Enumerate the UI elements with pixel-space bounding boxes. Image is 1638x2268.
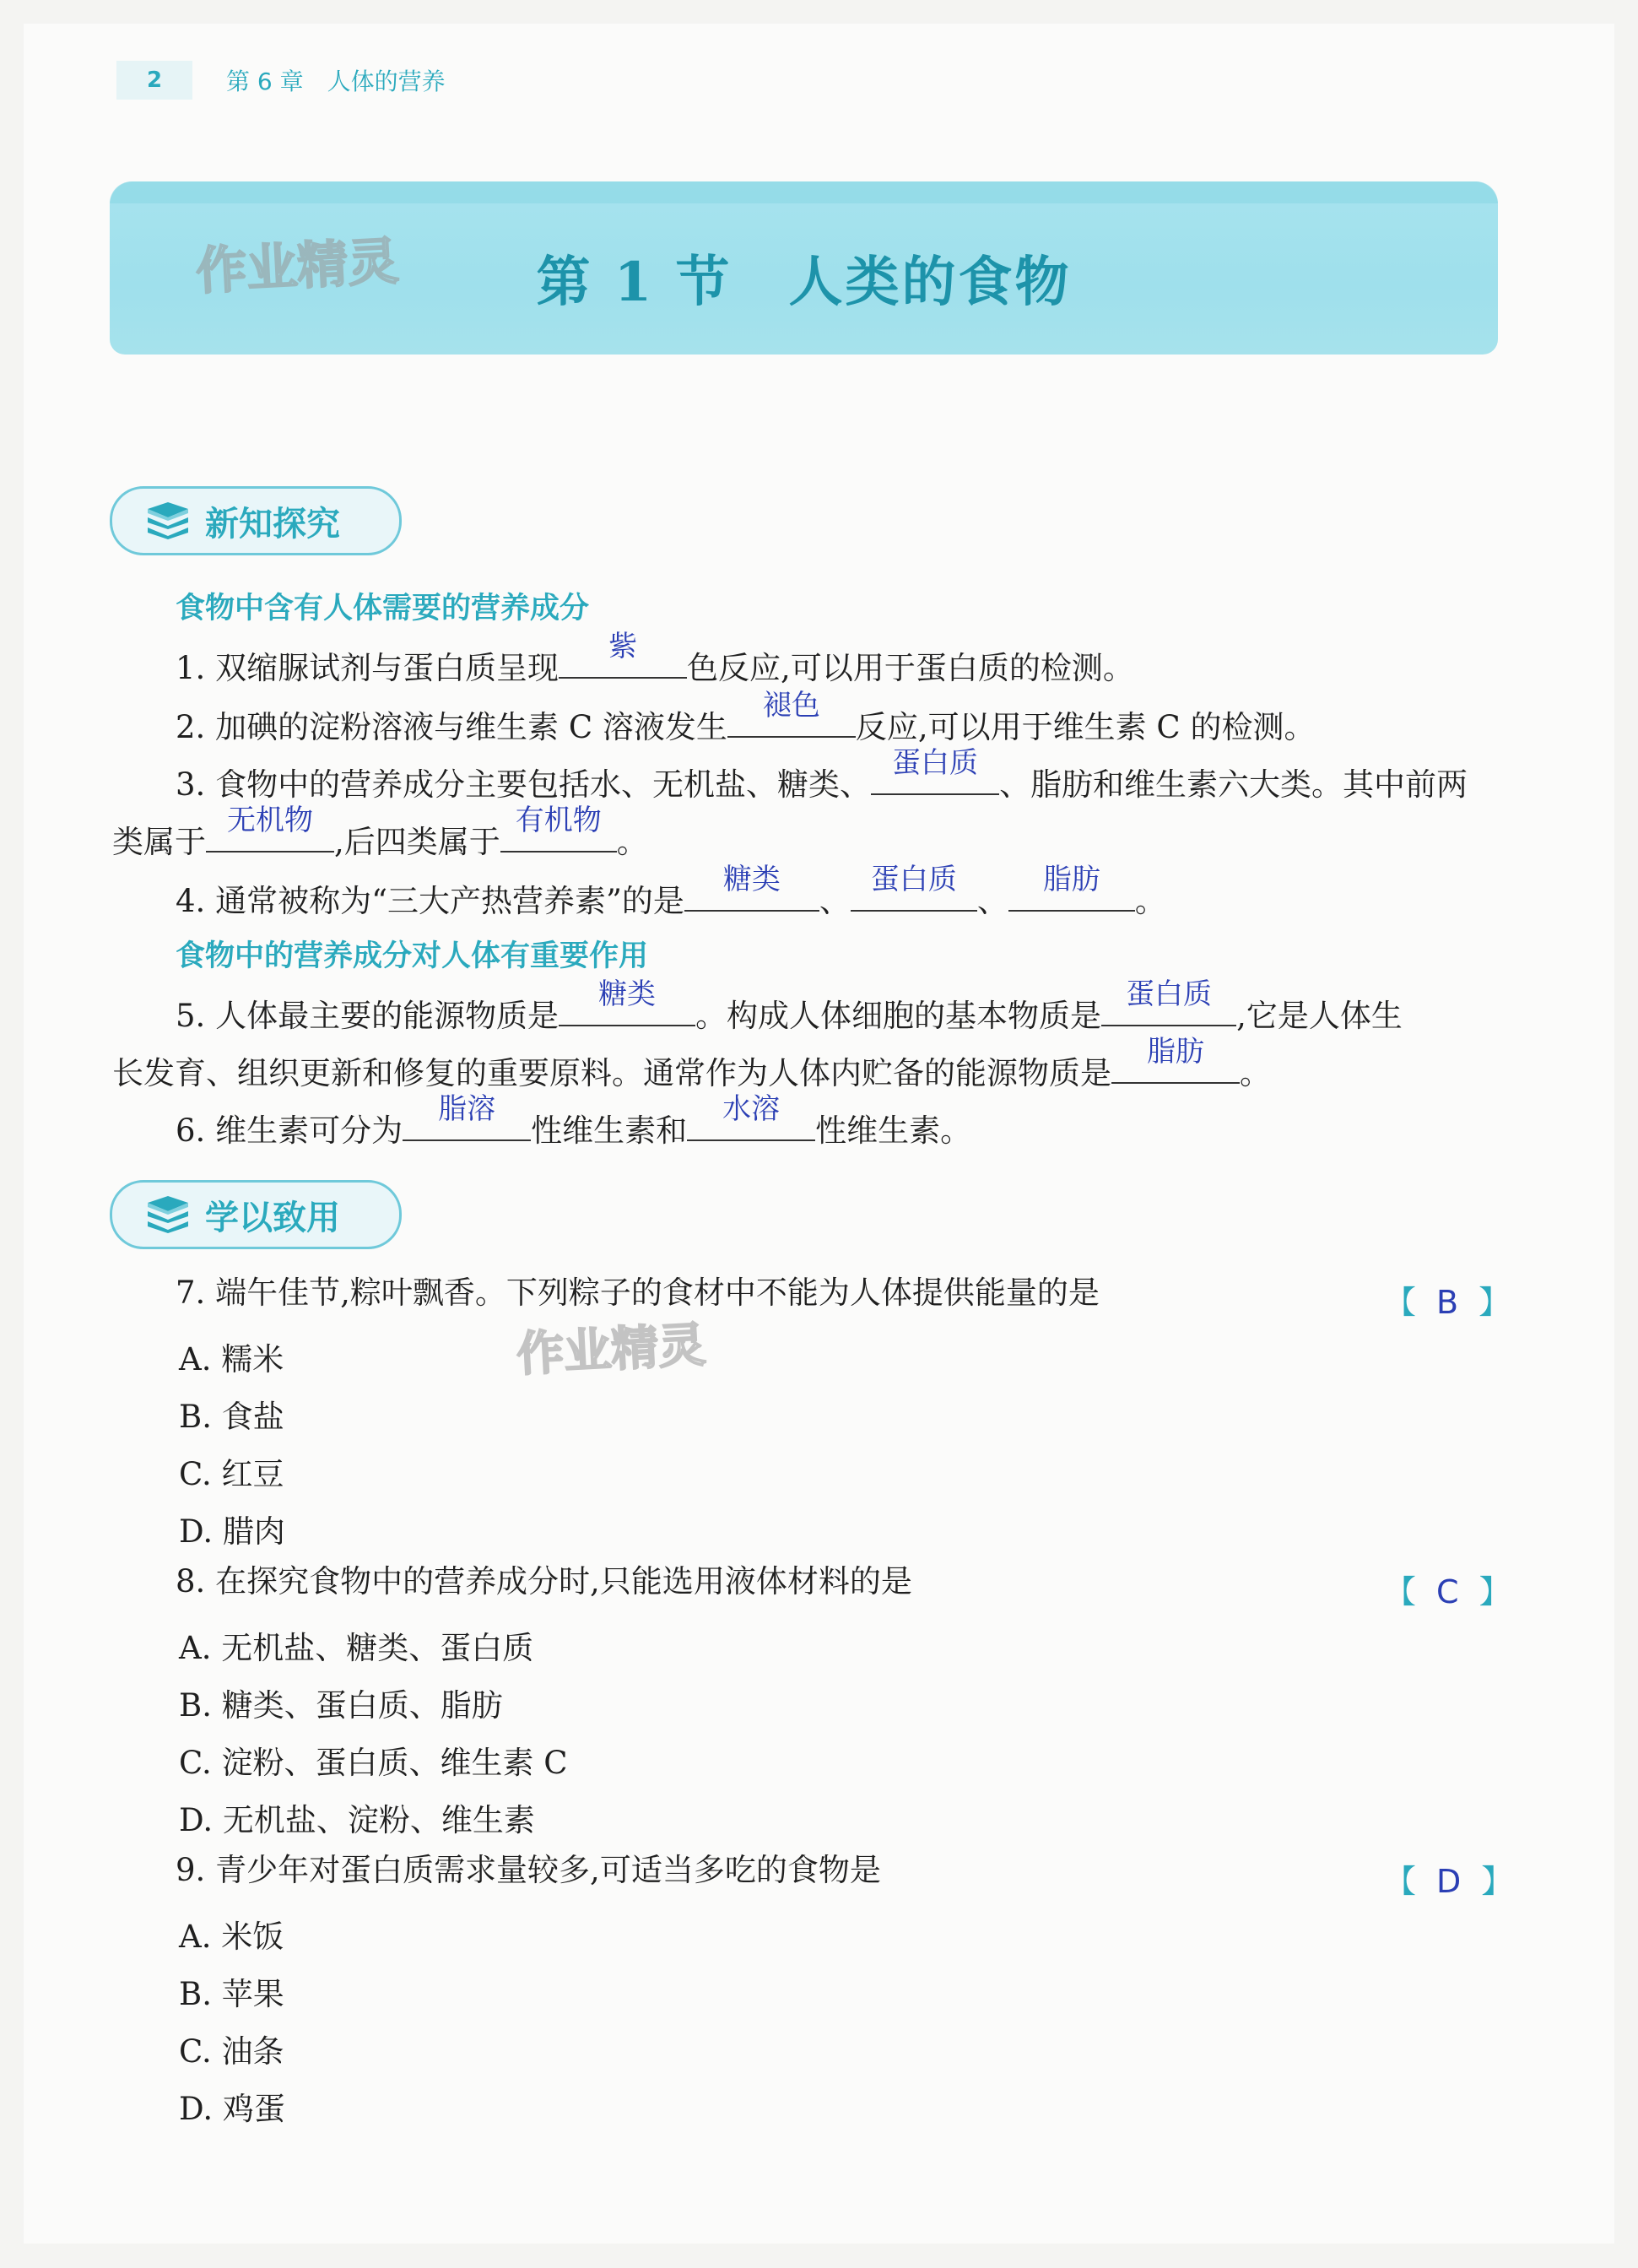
question-5-continued: 长发育、组织更新和修复的重要原料。通常作为人体内贮备的能源物质是 脂肪 。: [112, 1035, 1271, 1091]
option: B. 食盐: [179, 1399, 284, 1435]
answer-blank: 脂肪: [1111, 1048, 1240, 1084]
answer-blank: 褪色: [727, 702, 856, 738]
question-3: 3. 食物中的营养成分主要包括水、无机盐、糖类、 蛋白质 、脂肪和维生素六大类。其中前两: [176, 746, 1468, 803]
chapter-title: 人体的营养: [327, 68, 446, 95]
answer-blank: 糖类: [559, 991, 695, 1026]
answer-blank: 有机物: [500, 817, 617, 853]
option: C. 红豆: [179, 1456, 284, 1492]
answer-blank: 蛋白质: [851, 876, 977, 912]
answer-choice: B: [1436, 1284, 1459, 1321]
section-tag-label: 新知探究: [205, 504, 340, 544]
answer-blank: 无机物: [206, 817, 334, 853]
watermark: 作业精灵: [194, 231, 400, 302]
section-tag-label: 学以致用: [205, 1198, 340, 1237]
answer-blank: 蛋白质: [1101, 991, 1236, 1026]
book-stack-icon: [144, 502, 192, 539]
section-tag-apply: [110, 1180, 402, 1249]
answer-bracket: 【 B 】: [1384, 1284, 1511, 1321]
option: A. 糯米: [179, 1341, 284, 1378]
question-7-stem: 7. 端午佳节,粽叶飘香。下列粽子的食材中不能为人体提供能量的是: [176, 1275, 1100, 1311]
answer-bracket: 【 D 】: [1384, 1863, 1514, 1900]
question-2: 2. 加碘的淀粉溶液与维生素 C 溶液发生 褪色 反应,可以用于维生素 C 的检测。: [176, 689, 1316, 745]
chapter-number: 第 6 章: [226, 68, 304, 95]
option: C. 淀粉、蛋白质、维生素 C: [179, 1745, 568, 1781]
question-8-stem: 8. 在探究食物中的营养成分时,只能选用液体材料的是: [176, 1563, 912, 1600]
answer-blank: 糖类: [684, 876, 819, 912]
option: C. 油条: [179, 2033, 284, 2070]
answer-blank: 蛋白质: [871, 760, 999, 795]
page-header: [116, 61, 446, 100]
answer-blank: 紫: [559, 643, 687, 679]
watermark: 作业精灵: [515, 1318, 707, 1383]
option: B. 苹果: [179, 1976, 284, 2012]
section-title: 第 1 节 人类的食物: [536, 251, 1072, 314]
section-tag-new-knowledge: [110, 486, 402, 555]
subheading: 食物中含有人体需要的营养成分: [176, 592, 590, 625]
option: D. 腊肉: [179, 1513, 285, 1550]
answer-choice: C: [1436, 1573, 1459, 1610]
option: D. 鸡蛋: [179, 2091, 285, 2127]
option: D. 无机盐、淀粉、维生素: [179, 1802, 535, 1838]
answer-choice: D: [1436, 1863, 1462, 1900]
page-number: 2: [116, 61, 192, 100]
question-3-continued: 类属于 无机物 ,后四类属于 有机物 。: [112, 804, 648, 860]
question-4: 4. 通常被称为“三大产热营养素”的是 糖类 、 蛋白质 、 脂肪 。: [176, 863, 1166, 919]
chapter-heading: [226, 63, 446, 97]
option: A. 米饭: [179, 1919, 284, 1955]
option: A. 无机盐、糖类、蛋白质: [179, 1630, 534, 1666]
subheading: 食物中的营养成分对人体有重要作用: [176, 939, 649, 973]
question-1: 1. 双缩脲试剂与蛋白质呈现 紫 色反应,可以用于蛋白质的检测。: [176, 630, 1134, 686]
answer-bracket: 【 C 】: [1384, 1573, 1511, 1610]
book-stack-icon: [144, 1196, 192, 1233]
question-5: 5. 人体最主要的能源物质是 糖类 。构成人体细胞的基本物质是 蛋白质 ,它是人体生: [176, 977, 1403, 1034]
answer-blank: 水溶: [687, 1106, 815, 1141]
question-9-stem: 9. 青少年对蛋白质需求量较多,可适当多吃的食物是: [176, 1852, 881, 1888]
question-6: 6. 维生素可分为 脂溶 性维生素和 水溶 性维生素。: [176, 1092, 972, 1149]
option: B. 糖类、蛋白质、脂肪: [179, 1687, 503, 1724]
answer-blank: 脂溶: [403, 1106, 531, 1141]
answer-blank: 脂肪: [1008, 876, 1135, 912]
